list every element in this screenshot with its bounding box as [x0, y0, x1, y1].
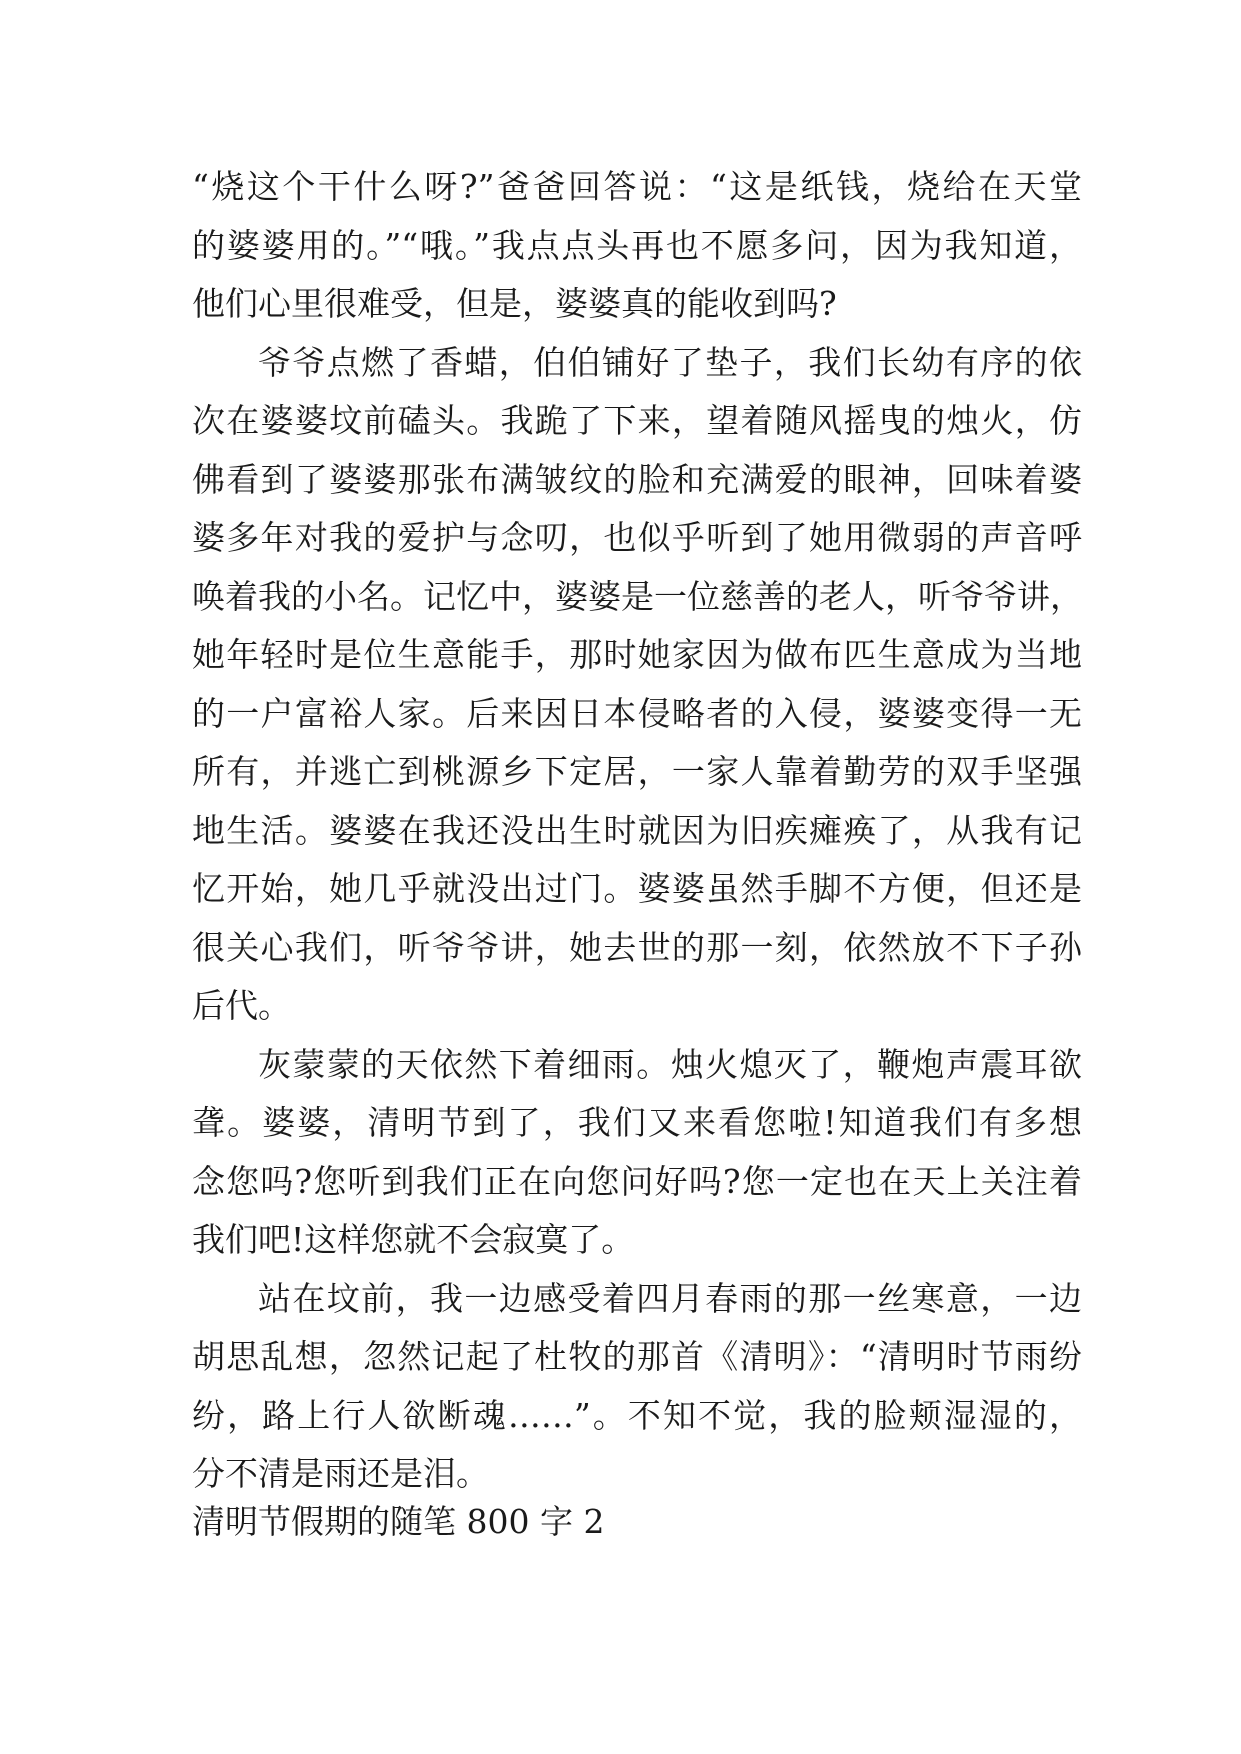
text-line: 婆多年对我的爱护与念叨，也似乎听到了她用微弱的声音呼: [192, 518, 1082, 557]
text-line: 灰蒙蒙的天依然下着细雨。烛火熄灭了，鞭炮声震耳欲: [258, 1044, 1082, 1084]
text-line: 地生活。婆婆在我还没出生时就因为旧疾瘫痪了，从我有记: [192, 810, 1082, 850]
text-line: 胡思乱想，忽然记起了杜牧的那首《清明》：“清明时节雨纷: [192, 1337, 1082, 1376]
text-line: 她年轻时是位生意能手，那时她家因为做布匹生意成为当地: [192, 635, 1082, 674]
text-line: 分不清是雨还是泪。: [192, 1454, 489, 1493]
text-line: 念您吗?您听到我们正在向您问好吗?您一定也在天上关注着: [192, 1161, 1082, 1201]
text-line: “烧这个干什么呀?”爸爸回答说：“这是纸钱，烧给在天堂: [192, 167, 1082, 206]
paragraph: [192, 1270, 1082, 1504]
text-line: 次在婆婆坟前磕头。我跪了下来，望着随风摇曳的烛火，仿: [192, 401, 1082, 440]
text-line: 他们心里很难受，但是，婆婆真的能收到吗?: [192, 284, 837, 323]
text-line: 后代。: [192, 986, 291, 1025]
section-heading: 清明节假期的随笔 800 字 2: [192, 1502, 605, 1541]
text-line: 佛看到了婆婆那张布满皱纹的脸和充满爱的眼神，回味着婆: [192, 459, 1082, 499]
text-line: 的一户富裕人家。后来因日本侵略者的入侵，婆婆变得一无: [192, 693, 1082, 733]
paragraph: [192, 1036, 1082, 1270]
text-line: 的婆婆用的。”“哦。”我点点头再也不愿多问，因为我知道，: [192, 225, 1082, 265]
text-line: 唤着我的小名。记忆中，婆婆是一位慈善的老人，听爷爷讲，: [192, 576, 1083, 616]
paragraph: [192, 158, 1082, 334]
text-line: 忆开始，她几乎就没出过门。婆婆虽然手脚不方便，但还是: [192, 869, 1082, 908]
text-line: 所有，并逃亡到桃源乡下定居，一家人靠着勤劳的双手坚强: [192, 752, 1082, 791]
text-line: 爷爷点燃了香蜡，伯伯铺好了垫子，我们长幼有序的依: [258, 342, 1082, 382]
text-line: 很关心我们，听爷爷讲，她去世的那一刻，依然放不下子孙: [192, 927, 1082, 967]
text-line: 我们吧!这样您就不会寂寞了。: [192, 1220, 635, 1259]
article-body: [192, 158, 1082, 1504]
text-line: 纷，路上行人欲断魂……”。不知不觉，我的脸颊湿湿的，: [192, 1395, 1082, 1435]
text-line: 站在坟前，我一边感受着四月春雨的那一丝寒意，一边: [258, 1278, 1082, 1318]
paragraph: [192, 334, 1082, 1036]
text-line: 聋。婆婆，清明节到了，我们又来看您啦!知道我们有多想: [192, 1103, 1082, 1142]
